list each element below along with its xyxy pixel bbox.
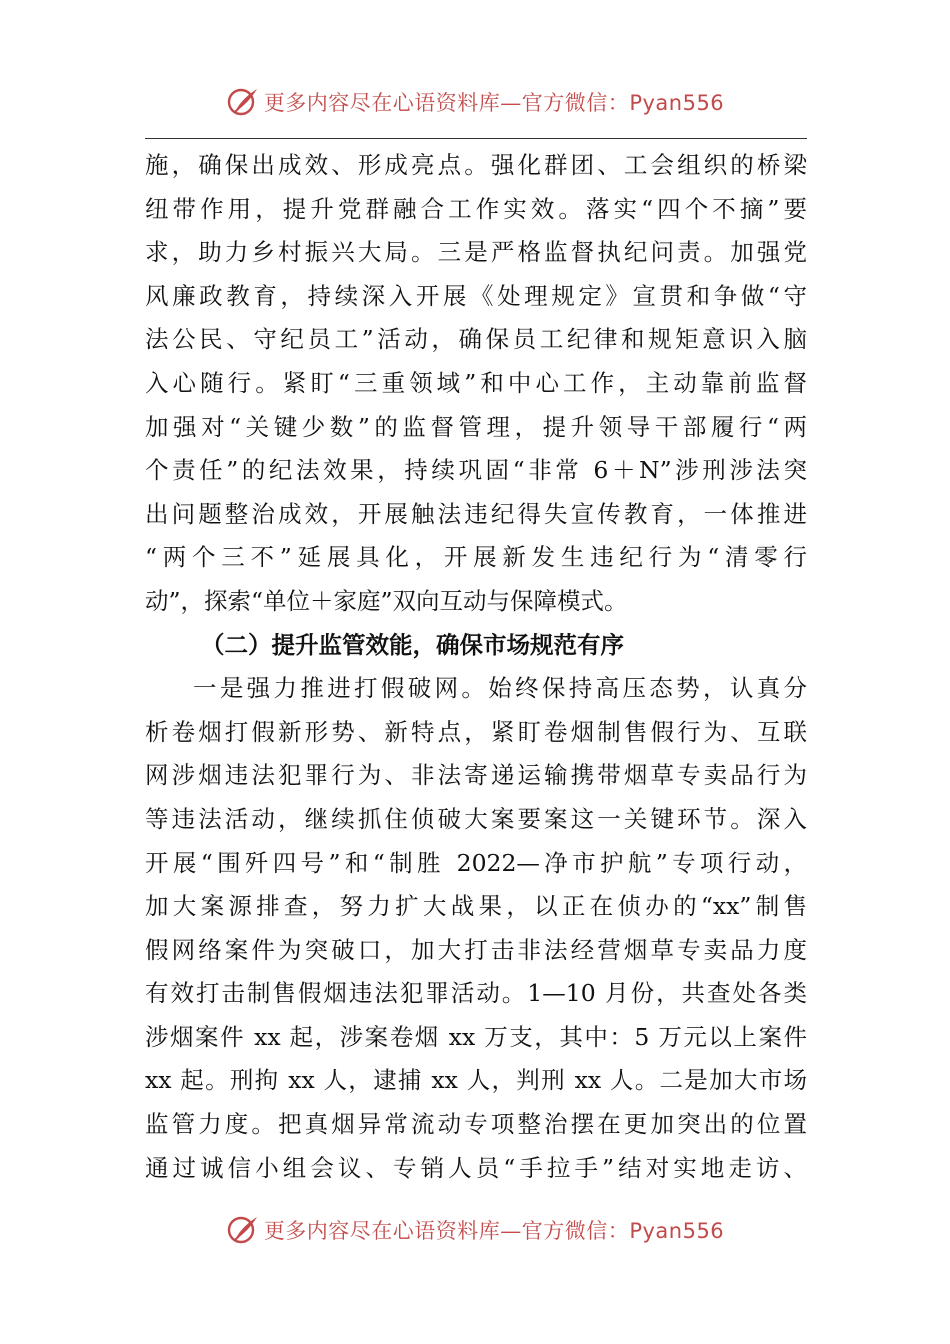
body-line: 动”，探索“单位＋家庭”双向互动与保障模式。 — [145, 586, 628, 615]
body-line: 开展“围歼四号”和“制胜 2022—净市护航”专项行动， — [145, 848, 807, 877]
header-rule — [145, 138, 807, 139]
footer-wechat-id: Pyan556 — [629, 1219, 725, 1243]
body-line: xx 起。刑拘 xx 人，逮捕 xx 人，判刑 xx 人。二是加大市场 — [145, 1066, 807, 1095]
body-line: 一是强力推进打假破网。始终保持高压态势，认真分 — [193, 674, 807, 703]
quill-logo-icon — [226, 1213, 260, 1247]
body-line: 加大案源排查，努力扩大战果，以正在侦办的“xx”制售 — [145, 892, 807, 921]
body-line: 风廉政教育，持续深入开展《处理规定》宣贯和争做“守 — [145, 281, 807, 310]
body-line: 有效打击制售假烟违法犯罪活动。1—10 月份，共查处各类 — [145, 979, 807, 1008]
body-line: 求，助力乡村振兴大局。三是严格监督执纪问责。加强党 — [145, 238, 807, 267]
body-line: 析卷烟打假新形势、新特点，紧盯卷烟制售假行为、互联 — [145, 717, 807, 746]
body-line: 等违法活动，继续抓住侦破大案要案这一关键环节。深入 — [145, 804, 807, 833]
header-wechat-id: Pyan556 — [629, 91, 725, 115]
body-line: 假网络案件为突破口，加大打击非法经营烟草专卖品力度 — [145, 935, 807, 964]
body-line: “两个三不”延展具化，开展新发生违纪行为“清零行 — [145, 543, 807, 572]
document-body — [145, 144, 807, 1190]
body-line: 施，确保出成效、形成亮点。强化群团、工会组织的桥梁 — [145, 151, 807, 179]
footer-banner-text: 更多内容尽在心语资料库—官方微信：Pyan556 — [263, 1219, 725, 1243]
header-banner — [0, 82, 950, 122]
body-line: 通过诚信小组会议、专销人员“手拉手”结对实地走访、 — [145, 1153, 807, 1182]
body-line: 监管力度。把真烟异常流动专项整治摆在更加突出的位置 — [145, 1110, 807, 1139]
body-line: 入心随行。紧盯“三重领域”和中心工作，主动靠前监督 — [145, 368, 807, 397]
footer-banner — [0, 1210, 950, 1250]
body-line: 出问题整治成效，开展触法违纪得失宣传教育，一体推进 — [145, 499, 807, 528]
header-banner-text: 更多内容尽在心语资料库—官方微信：Pyan556 — [263, 91, 725, 115]
body-line: 涉烟案件 xx 起，涉案卷烟 xx 万支，其中：5 万元以上案件 — [145, 1022, 807, 1051]
body-line: 网涉烟违法犯罪行为、非法寄递运输携带烟草专卖品行为 — [145, 761, 807, 790]
body-line: 个责任”的纪法效果，持续巩固“非常 6＋N”涉刑涉法突 — [145, 456, 807, 485]
body-line: 纽带作用，提升党群融合工作实效。落实“四个不摘”要 — [145, 194, 807, 223]
section-heading: （二）提升监管效能，确保市场规范有序 — [201, 630, 624, 659]
quill-logo-icon — [226, 85, 260, 119]
body-line: 加强对“关键少数”的监督管理，提升领导干部履行“两 — [145, 412, 807, 441]
body-line: 法公民、守纪员工”活动，确保员工纪律和规矩意识入脑 — [145, 325, 807, 354]
